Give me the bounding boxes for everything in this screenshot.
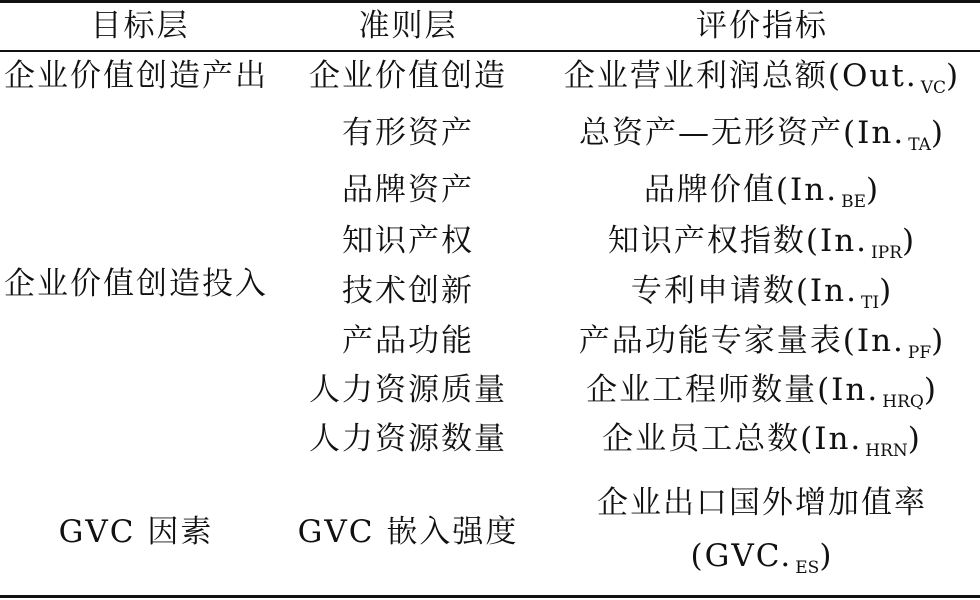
table-top-rule [0,0,980,3]
indicator-row-continued: (GVC. $_{ES}$) [690,538,834,578]
header-criterion-layer: 准则层 [358,8,458,44]
header-rule [0,50,980,52]
goal-gvc: GVC 因素 [58,514,214,550]
criterion-row: 人力资源质量 [309,372,507,408]
indicator-row: 专利申请数(In. $_{TI}$) [630,273,894,313]
indicator-row: 知识产权指数(In. $_{IPR}$) [607,223,917,263]
goal-output: 企业价值创造产出 [4,58,268,94]
criterion-row: GVC 嵌入强度 [297,514,519,550]
criterion-row: 技术创新 [342,273,474,309]
criterion-row: 企业价值创造 [309,58,507,94]
criterion-row: 产品功能 [342,323,474,359]
header-indicator: 评价指标 [696,8,828,44]
goal-input: 企业价值创造投入 [4,266,268,302]
criterion-row: 品牌资产 [342,172,474,208]
table-bottom-rule [0,595,980,598]
indicator-row: 企业营业利润总额(Out. $_{VC}$) [563,58,961,98]
criterion-row: 有形资产 [342,115,474,151]
criterion-row: 知识产权 [342,223,474,259]
criterion-row: 人力资源数量 [309,421,507,457]
indicator-row: 企业出口国外增加值率 [597,485,927,521]
header-goal-layer: 目标层 [90,8,190,44]
indicator-row: 企业员工总数(In. $_{HRN}$) [602,421,922,461]
indicator-row: 总资产—无形资产(In. $_{TA}$) [579,115,945,155]
indicator-row: 企业工程师数量(In. $_{HRQ}$) [586,372,938,412]
indicator-row: 产品功能专家量表(In. $_{PF}$) [578,323,946,363]
indicator-row: 品牌价值(In. $_{BE}$) [643,172,881,212]
